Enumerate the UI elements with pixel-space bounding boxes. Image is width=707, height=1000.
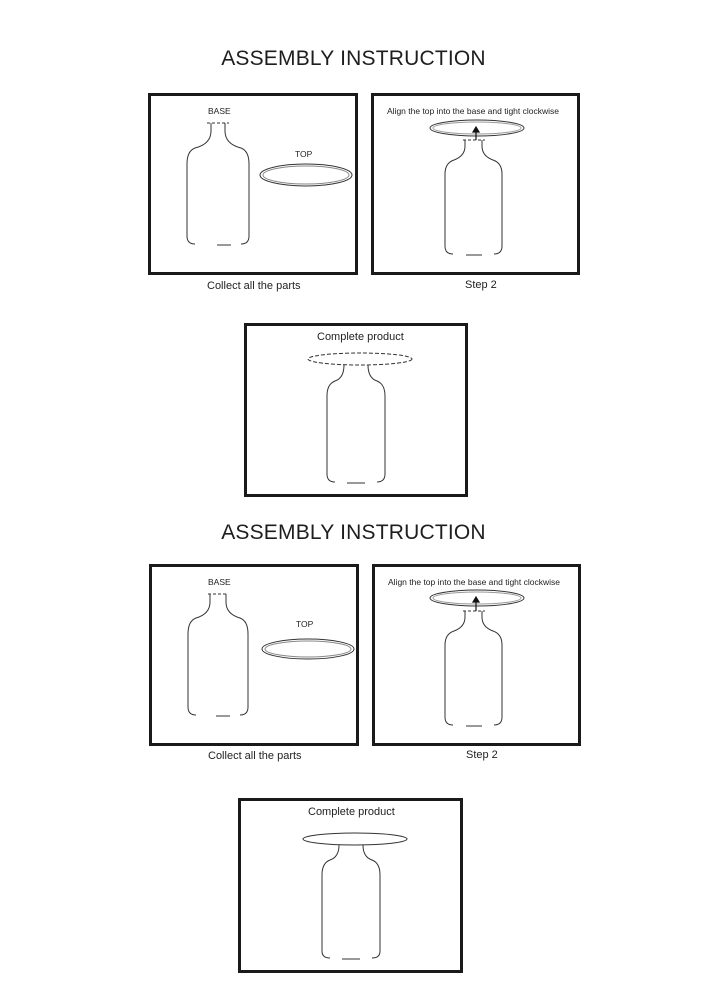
- step1-caption: Collect all the parts: [207, 280, 301, 292]
- top-disc-drawing: [260, 164, 352, 186]
- base-label: BASE: [208, 577, 231, 587]
- step2-instruction: Align the top into the base and tight clockwise: [388, 577, 560, 587]
- step2-panel: [371, 93, 580, 275]
- step1-caption: Collect all the parts: [208, 750, 302, 762]
- top-label: TOP: [295, 149, 313, 159]
- complete-product-drawing: [303, 833, 407, 959]
- section-title: ASSEMBLY INSTRUCTION: [221, 47, 486, 70]
- step2-instruction: Align the top into the base and tight clockwise: [387, 106, 559, 116]
- top-label: TOP: [296, 619, 314, 629]
- step2-caption: Step 2: [466, 749, 498, 761]
- complete-product-label: Complete product: [317, 331, 404, 343]
- step3-panel: [238, 798, 463, 973]
- step2-caption: Step 2: [465, 279, 497, 291]
- section-title: ASSEMBLY INSTRUCTION: [221, 521, 486, 544]
- complete-product-label: Complete product: [308, 806, 395, 818]
- base-vase-drawing: [445, 611, 502, 726]
- top-disc-drawing: [262, 639, 354, 659]
- step1-panel: [149, 564, 359, 746]
- step2-panel: [372, 564, 581, 746]
- base-vase-drawing: [187, 123, 249, 245]
- base-vase-drawing: [445, 140, 502, 255]
- base-label: BASE: [208, 106, 231, 116]
- base-vase-drawing: [188, 594, 248, 716]
- step1-panel: [148, 93, 358, 275]
- complete-product-drawing: [308, 353, 412, 483]
- step3-panel: [244, 323, 468, 497]
